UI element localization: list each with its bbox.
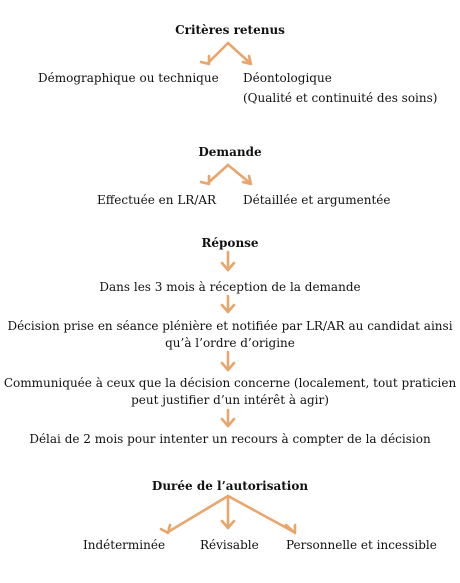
arrow-duree-to-personnelle <box>228 496 295 533</box>
reponse-step-2-line2: qu’à l’ordre d’origine <box>165 336 295 350</box>
criteres-right-item: Déontologique <box>243 71 332 85</box>
arrow-demande-to-detaillee <box>228 165 251 184</box>
criteres-title: Critères retenus <box>175 23 285 37</box>
duree-middle-item: Révisable <box>200 538 259 552</box>
demande-title: Demande <box>198 145 262 159</box>
duree-title: Durée de l’autorisation <box>151 479 309 493</box>
arrow-duree-to-revisable <box>222 496 234 528</box>
arrow-duree-to-indeterminee <box>161 496 228 533</box>
criteres-right-detail: (Qualité et continuité des soins) <box>243 91 438 105</box>
demande-right-item: Détaillée et argumentée <box>243 193 391 207</box>
arrow-demande-to-effectuee <box>201 165 228 184</box>
arrow-criteres-to-deontologique <box>228 43 251 64</box>
demande-left-item: Effectuée en LR/AR <box>97 193 217 207</box>
reponse-step-3-line1: Communiquée à ceux que la décision concerne (localement, tout praticien <box>3 376 457 390</box>
arrow-reponse-step1 <box>222 252 234 270</box>
reponse-step-3-line2: peut justifier d’un intérêt à agir) <box>131 393 329 407</box>
arrow-reponse-step4 <box>222 410 234 426</box>
arrow-reponse-step2 <box>222 296 234 312</box>
reponse-step-2-line1: Décision prise en séance plénière et notifiée par LR/AR au candidat ainsi <box>7 319 453 333</box>
reponse-step-4: Délai de 2 mois pour intenter un recours à compter de la décision <box>29 432 431 446</box>
reponse-step-1: Dans les 3 mois à réception de la demande <box>99 280 361 294</box>
duree-left-item: Indéterminée <box>83 538 166 552</box>
duree-right-item: Personnelle et incessible <box>286 538 437 552</box>
arrow-reponse-step3 <box>222 352 234 370</box>
reponse-title: Réponse <box>201 236 259 250</box>
arrow-criteres-to-demographique <box>201 43 228 64</box>
criteres-left-item: Démographique ou technique <box>38 71 219 85</box>
